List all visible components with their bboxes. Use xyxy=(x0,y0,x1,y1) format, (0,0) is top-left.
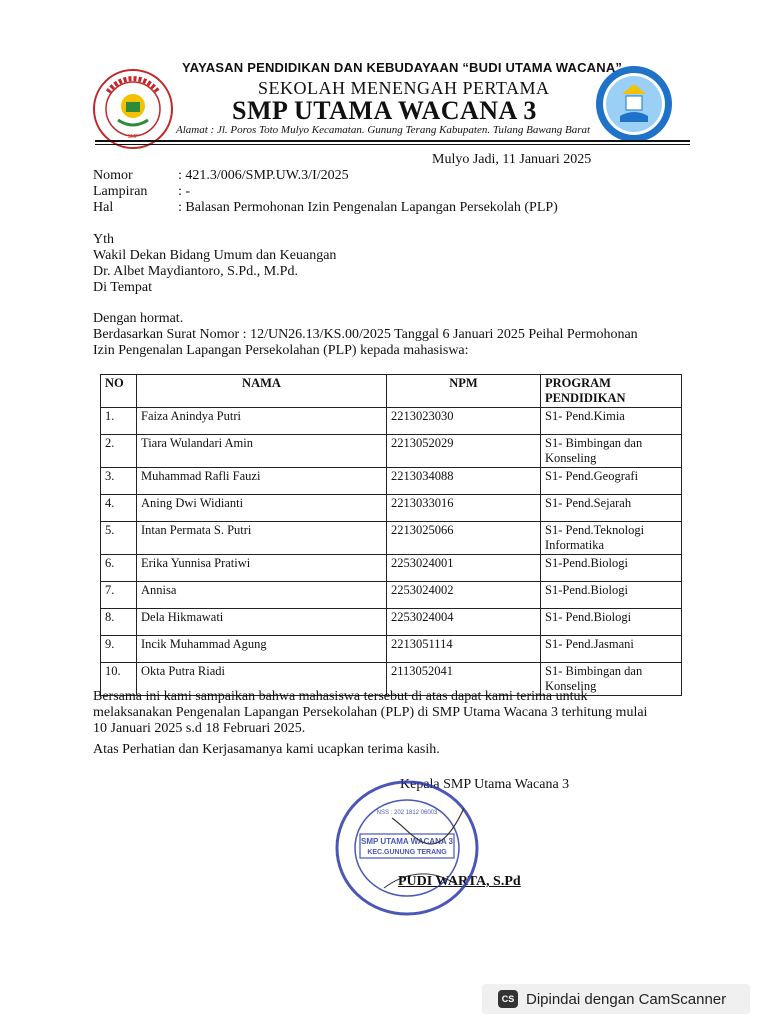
cell-nama: Aning Dwi Widianti xyxy=(137,495,387,522)
table-row xyxy=(101,408,682,435)
students-table xyxy=(100,374,682,696)
cell-no: 3. xyxy=(101,468,137,495)
meta-value-nomor: : 421.3/006/SMP.UW.3/I/2025 xyxy=(178,168,349,183)
cell-prodi: S1- Pend.Kimia xyxy=(541,408,682,435)
cell-nama: Erika Yunnisa Pratiwi xyxy=(137,555,387,582)
cell-npm: 2253024001 xyxy=(387,555,541,582)
camscanner-icon: CS xyxy=(498,990,518,1008)
cell-nama: Incik Muhammad Agung xyxy=(137,636,387,663)
cell-nama: Muhammad Rafli Fauzi xyxy=(137,468,387,495)
cell-npm: 2253024004 xyxy=(387,609,541,636)
cell-no: 6. xyxy=(101,555,137,582)
cell-npm: 2213034088 xyxy=(387,468,541,495)
stamp-line1: SMP UTAMA WACANA 3 xyxy=(361,837,453,846)
cell-no: 2. xyxy=(101,435,137,468)
official-stamp xyxy=(334,778,480,918)
cell-nama: Dela Hikmawati xyxy=(137,609,387,636)
cell-no: 9. xyxy=(101,636,137,663)
col-header-prodi: PROGRAM PENDIDIKAN xyxy=(541,375,682,408)
cell-prodi: S1-Pend.Biologi xyxy=(541,555,682,582)
stamp-line2: KEC.GUNUNG TERANG xyxy=(367,849,447,856)
school-name: SMP UTAMA WACANA 3 xyxy=(232,96,537,125)
col-header-nama: NAMA xyxy=(137,375,387,408)
stamp-nss: NSS : 202 1812 06003 xyxy=(376,810,438,816)
recipient-line: Wakil Dekan Bidang Umum dan Keuangan xyxy=(93,248,337,263)
cell-prodi: S1- Bimbingan dan Konseling xyxy=(541,435,682,468)
camscanner-label: Dipindai dengan CamScanner xyxy=(526,990,727,1008)
school-level: SEKOLAH MENENGAH PERTAMA xyxy=(258,78,550,98)
table-row xyxy=(101,435,682,468)
greeting: Dengan hormat. xyxy=(93,311,184,326)
table-row xyxy=(101,609,682,636)
logo-left-sub: SMP xyxy=(127,134,139,140)
cell-npm: 2213052029 xyxy=(387,435,541,468)
col-header-npm: NPM xyxy=(387,375,541,408)
school-address: Alamat : Jl. Poros Toto Mulyo Kecamatan. Gunung Terang Kabupaten. Tulang Bawang Barat xyxy=(176,124,591,136)
cell-nama: Okta Putra Riadi xyxy=(137,663,387,696)
cell-no: 1. xyxy=(101,408,137,435)
cell-prodi: S1- Pend.Biologi xyxy=(541,609,682,636)
meta-value-lampiran: : - xyxy=(178,184,191,199)
cell-npm: 2213025066 xyxy=(387,522,541,555)
school-logo-left xyxy=(92,68,174,150)
intro-text: Izin Pengenalan Lapangan Persekolahan (PLP) kepada mahasiswa: xyxy=(93,343,469,358)
cell-no: 5. xyxy=(101,522,137,555)
cell-npm: 2213051114 xyxy=(387,636,541,663)
cell-prodi: S1- Bimbingan dan Konseling xyxy=(541,663,682,696)
closing-text: 10 Januari 2025 s.d 18 Februari 2025. xyxy=(93,721,306,736)
recipient-line: Di Tempat xyxy=(93,280,153,295)
tut-wuri-logo-right xyxy=(593,64,675,144)
place-date: Mulyo Jadi, 11 Januari 2025 xyxy=(432,152,592,167)
cell-npm: 2213033016 xyxy=(387,495,541,522)
recipient-line: Dr. Albet Maydiantoro, S.Pd., M.Pd. xyxy=(93,264,298,279)
signatory-name: PUDI WARTA, S.Pd xyxy=(398,874,521,889)
table-row xyxy=(101,468,682,495)
closing-text: melaksanakan Pengenalan Lapangan Persekolahan (PLP) di SMP Utama Wacana 3 terhitung mulai xyxy=(93,705,648,720)
cell-no: 7. xyxy=(101,582,137,609)
signature-title: Kepala SMP Utama Wacana 3 xyxy=(400,777,570,792)
cell-nama: Intan Permata S. Putri xyxy=(137,522,387,555)
table-row xyxy=(101,555,682,582)
recipient-line: Yth xyxy=(93,232,114,247)
meta-label-hal: Hal xyxy=(93,200,114,215)
camscanner-badge xyxy=(482,984,750,1014)
cell-npm: 2113052041 xyxy=(387,663,541,696)
cell-prodi: S1- Pend.Teknologi Informatika xyxy=(541,522,682,555)
cell-prodi: S1-Pend.Biologi xyxy=(541,582,682,609)
cell-nama: Tiara Wulandari Amin xyxy=(137,435,387,468)
meta-value-hal: : Balasan Permohonan Izin Pengenalan Lapangan Persekolah (PLP) xyxy=(178,200,558,215)
cell-no: 10. xyxy=(101,663,137,696)
cell-no: 8. xyxy=(101,609,137,636)
cell-prodi: S1- Pend.Sejarah xyxy=(541,495,682,522)
closing-text: Bersama ini kami sampaikan bahwa mahasiswa tersebut di atas dapat kami terima untuk xyxy=(93,689,588,704)
table-row xyxy=(101,495,682,522)
cell-npm: 2213023030 xyxy=(387,408,541,435)
letterhead-divider-thin xyxy=(95,144,690,145)
table-row xyxy=(101,522,682,555)
meta-label-lampiran: Lampiran xyxy=(93,184,148,199)
intro-text: Berdasarkan Surat Nomor : 12/UN26.13/KS.00/2025 Tanggal 6 Januari 2025 Peihal Permohonan xyxy=(93,327,638,342)
cell-nama: Faiza Anindya Putri xyxy=(137,408,387,435)
thanks-text: Atas Perhatian dan Kerjasamanya kami ucapkan terima kasih. xyxy=(93,742,440,757)
table-row xyxy=(101,582,682,609)
meta-label-nomor: Nomor xyxy=(93,168,133,183)
cell-prodi: S1- Pend.Geografi xyxy=(541,468,682,495)
cell-no: 4. xyxy=(101,495,137,522)
col-header-no: NO xyxy=(101,375,137,408)
cell-npm: 2253024002 xyxy=(387,582,541,609)
cell-prodi: S1- Pend.Jasmani xyxy=(541,636,682,663)
foundation-name: YAYASAN PENDIDIKAN DAN KEBUDAYAAN “BUDI UTAMA WACANA” xyxy=(182,60,623,75)
letterhead-divider xyxy=(95,140,690,142)
cell-nama: Annisa xyxy=(137,582,387,609)
table-row xyxy=(101,636,682,663)
